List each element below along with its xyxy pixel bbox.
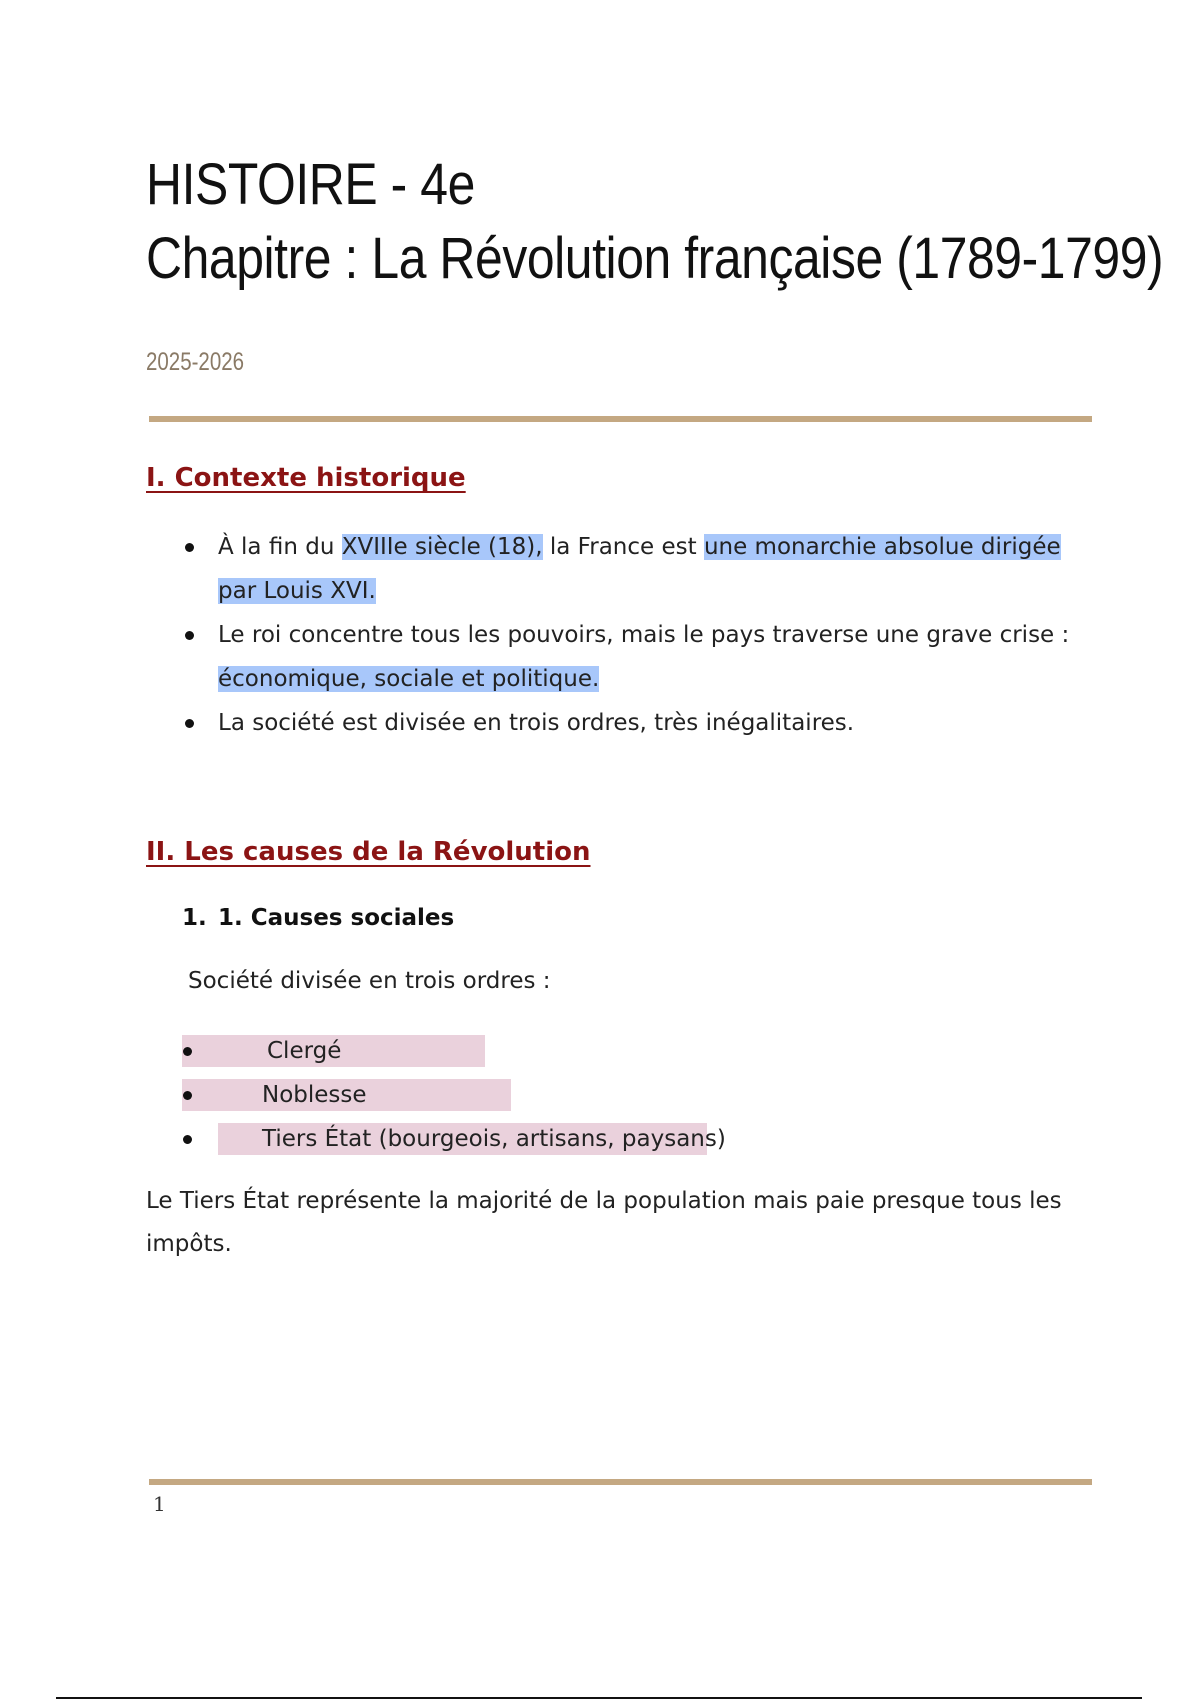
list-number: 1.	[182, 905, 207, 931]
bullet-dot	[183, 1135, 192, 1144]
document-title	[146, 148, 1163, 296]
header-divider	[149, 416, 1092, 422]
school-year: 2025-2026	[146, 348, 245, 376]
footer-divider	[149, 1479, 1092, 1485]
highlighted-text: économique, sociale et politique.	[218, 666, 600, 692]
title-line-subject: HISTOIRE - 4e	[146, 152, 475, 217]
bullet-dot	[183, 1047, 192, 1056]
orders-intro: Société divisée en trois ordres :	[188, 968, 551, 994]
highlighted-text: une monarchie absolue dirigée par Louis XVI.	[218, 534, 1061, 604]
subsection-heading	[182, 905, 454, 931]
subsection-title: 1. Causes sociales	[218, 905, 455, 931]
page-number: 1	[153, 1492, 166, 1516]
section-heading-context: I. Contexte historique	[146, 463, 466, 493]
highlighted-text: XVIIIe siècle (18),	[341, 534, 543, 560]
list-item: Le roi concentre tous les pouvoirs, mais le pays traverse une grave crise : économique, sociale et politique.	[146, 613, 1086, 701]
title-line-chapter: Chapitre : La Révolution française (1789-1799)	[146, 226, 1164, 291]
page-bottom-edge	[56, 1697, 1142, 1699]
list-item: À la fin du XVIIIe siècle (18), la France est une monarchie absolue dirigée par Louis XVI.	[146, 525, 1086, 613]
context-bullet-list	[146, 525, 1086, 745]
section-heading-causes: II. Les causes de la Révolution	[146, 837, 591, 867]
list-item: La société est divisée en trois ordres, très inégalitaires.	[146, 701, 1086, 745]
closing-paragraph: Le Tiers État représente la majorité de la population mais paie presque tous les impôts.	[146, 1188, 1062, 1257]
bullet-dot	[183, 1091, 192, 1100]
